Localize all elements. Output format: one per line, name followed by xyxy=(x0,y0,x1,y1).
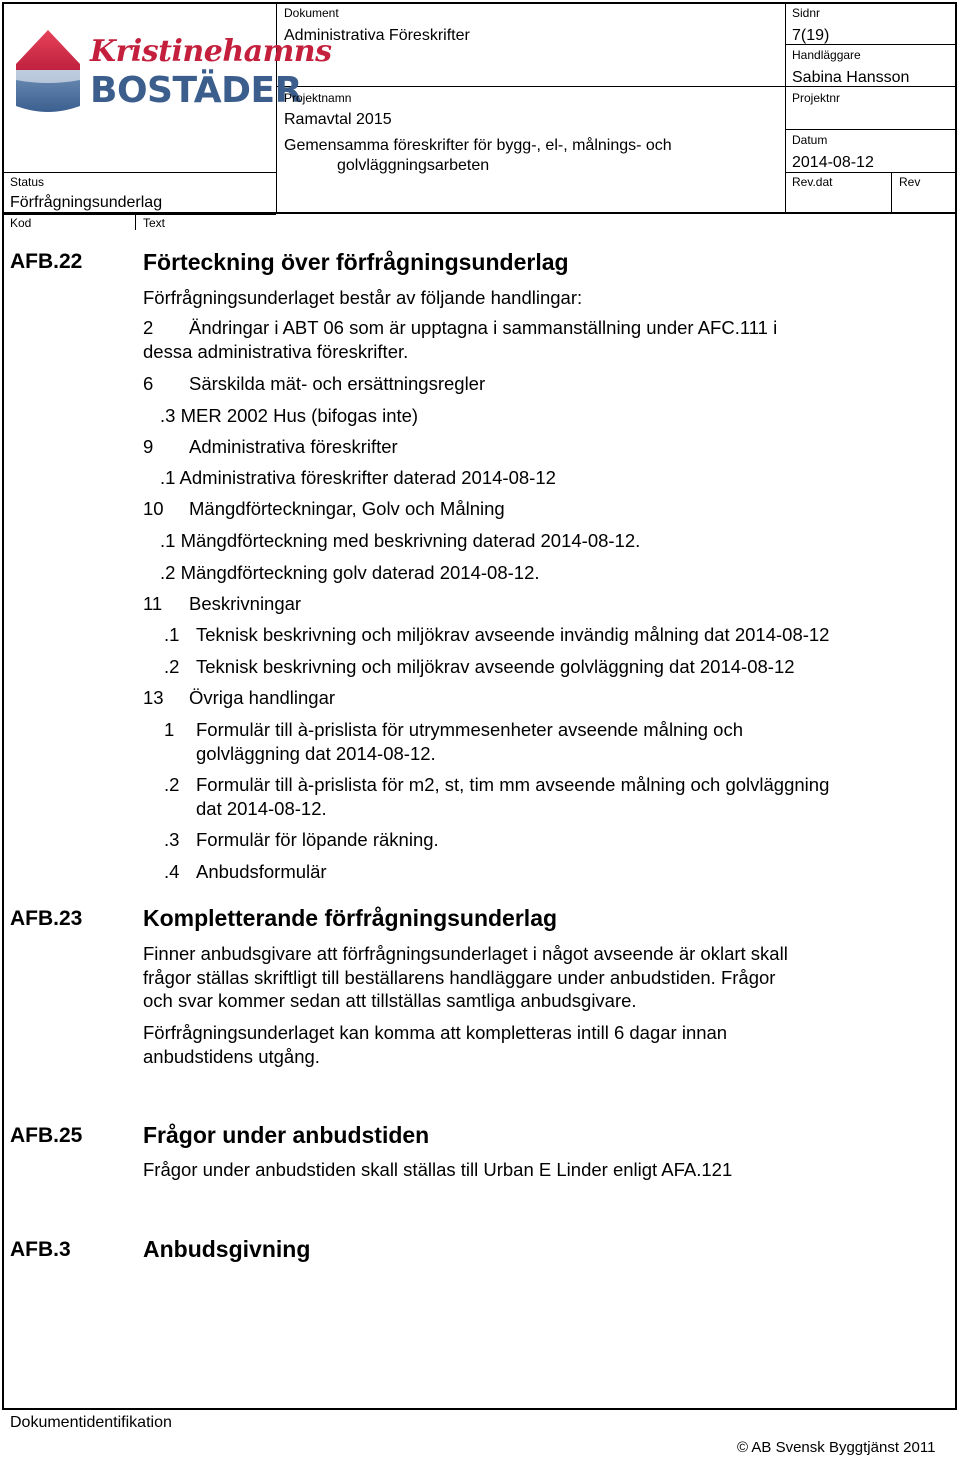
projektnr-label: Projektnr xyxy=(792,91,841,105)
item13-4-num: .4 xyxy=(164,861,180,882)
item9-text: Administrativa föreskrifter xyxy=(189,436,398,457)
item6-text: Särskilda mät- och ersättningsregler xyxy=(189,373,486,394)
item11-num: 11 xyxy=(143,593,163,614)
text-label: Text xyxy=(143,216,166,230)
logo-main-text: BOSTÄDER xyxy=(90,70,302,111)
item13-1-num: 1 xyxy=(164,719,175,740)
item13-4-text: Anbudsformulär xyxy=(196,861,327,882)
item10-2: .2 Mängdförteckning golv daterad 2014-08-12. xyxy=(160,562,540,583)
datum-label: Datum xyxy=(792,133,828,147)
item13-2-line2: dat 2014-08-12. xyxy=(196,798,327,819)
status-hline xyxy=(2,172,276,173)
copyright-text: AB Svensk Byggtjänst 2011 xyxy=(751,1439,936,1456)
kod-vline xyxy=(135,214,136,230)
description-line1: Gemensamma föreskrifter för bygg-, el-, målnings- och xyxy=(284,137,672,154)
doc-hline xyxy=(276,86,785,87)
afb23-p1-line2: frågor ställas skriftligt till beställarens handläggare under anbudstiden. Frågor xyxy=(143,967,776,988)
item2-line1: Ändringar i ABT 06 som är upptagna i sammanställning under AFC.111 i xyxy=(189,317,778,338)
status-label: Status xyxy=(10,175,45,189)
item13-3-num: .3 xyxy=(164,829,180,850)
afb23-p2-line1: Förfrågningsunderlaget kan komma att kompletteras intill 6 dagar innan xyxy=(143,1022,728,1043)
item11-2-num: .2 xyxy=(164,656,180,677)
item6-num: 6 xyxy=(143,373,154,394)
item10-1: .1 Mängdförteckning med beskrivning daterad 2014-08-12. xyxy=(160,530,641,551)
item13-num: 13 xyxy=(143,687,164,708)
item11-text: Beskrivningar xyxy=(189,593,302,614)
datum-value: 2014-08-12 xyxy=(792,154,874,171)
item10-text: Mängdförteckningar, Golv och Målning xyxy=(189,498,505,519)
item13-2-num: .2 xyxy=(164,774,180,795)
afb25-heading: Frågor under anbudstiden xyxy=(143,1122,430,1148)
handlaggare-label: Handläggare xyxy=(792,48,861,62)
item2-num: 2 xyxy=(143,317,154,338)
afb22-heading: Förteckning över förfrågningsunderlag xyxy=(143,249,569,275)
header-vline-2 xyxy=(785,2,786,212)
afb22-intro: Förfrågningsunderlaget består av följande handlingar: xyxy=(143,287,583,308)
sidnr-label: Sidnr xyxy=(792,6,821,20)
item13-2-line1: Formulär till à-prislista för m2, st, tim mm avseende målning och golvläggning xyxy=(196,774,830,795)
projektnamn-value: Ramavtal 2015 xyxy=(284,111,392,128)
dokument-label: Dokument xyxy=(284,6,339,20)
kod-label: Kod xyxy=(10,216,32,230)
item13-3-text: Formulär för löpande räkning. xyxy=(196,829,439,850)
afb23-p1-line1: Finner anbudsgivare att förfrågningsunderlaget i något avseende är oklart skall xyxy=(143,943,788,964)
afb25-p1: Frågor under anbudstiden skall ställas till Urban E Linder enligt AFA.121 xyxy=(143,1159,733,1180)
right-hline-4 xyxy=(785,172,957,173)
item13-text: Övriga handlingar xyxy=(189,687,336,708)
kod-hline xyxy=(2,214,276,215)
doc-id-label: Dokumentidentifikation xyxy=(10,1414,172,1431)
item11-2-text: Teknisk beskrivning och miljökrav avseende golvläggning dat 2014-08-12 xyxy=(196,656,795,677)
afb23-heading: Kompletterande förfrågningsunderlag xyxy=(143,905,558,931)
item11-1-text: Teknisk beskrivning och miljökrav avseende invändig målning dat 2014-08-12 xyxy=(196,624,830,645)
item6-3: .3 MER 2002 Hus (bifogas inte) xyxy=(160,405,419,426)
copyright-icon: © xyxy=(737,1439,749,1456)
dokument-value: Administrativa Föreskrifter xyxy=(284,27,470,44)
item13-1-line2: golvläggning dat 2014-08-12. xyxy=(196,743,436,764)
right-hline-3 xyxy=(785,129,957,130)
item9-num: 9 xyxy=(143,436,154,457)
afb3-code: AFB.3 xyxy=(10,1238,71,1261)
item9-1: .1 Administrativa föreskrifter daterad 2014-08-12 xyxy=(160,467,556,488)
item13-1-line1: Formulär till à-prislista för utrymmesenheter avseende målning och xyxy=(196,719,743,740)
item2-line2: dessa administrativa föreskrifter. xyxy=(143,341,409,362)
item10-num: 10 xyxy=(143,498,164,519)
logo-script-text: Kristinehamns xyxy=(90,34,332,69)
afb3-heading: Anbudsgivning xyxy=(143,1236,311,1262)
afb23-code: AFB.23 xyxy=(10,907,83,930)
projektnamn-label: Projektnamn xyxy=(284,91,352,105)
rev-label: Rev xyxy=(899,175,921,189)
copyright xyxy=(737,1439,935,1456)
item11-1-num: .1 xyxy=(164,624,180,645)
revdat-label: Rev.dat xyxy=(792,175,833,189)
afb25-code: AFB.25 xyxy=(10,1124,83,1147)
afb23-p2-line2: anbudstidens utgång. xyxy=(143,1046,320,1067)
afb22-code: AFB.22 xyxy=(10,250,83,273)
sidnr-value: 7(19) xyxy=(792,27,830,44)
status-value: Förfrågningsunderlag xyxy=(10,194,163,211)
house-logo-icon xyxy=(8,24,88,120)
description-line2: golvläggningsarbeten xyxy=(337,157,490,174)
handlaggare-value: Sabina Hansson xyxy=(792,69,910,86)
afb23-p1-line3: och svar kommer sedan att tillställas samtliga anbudsgivare. xyxy=(143,990,637,1011)
header-vline-rev xyxy=(891,172,892,212)
